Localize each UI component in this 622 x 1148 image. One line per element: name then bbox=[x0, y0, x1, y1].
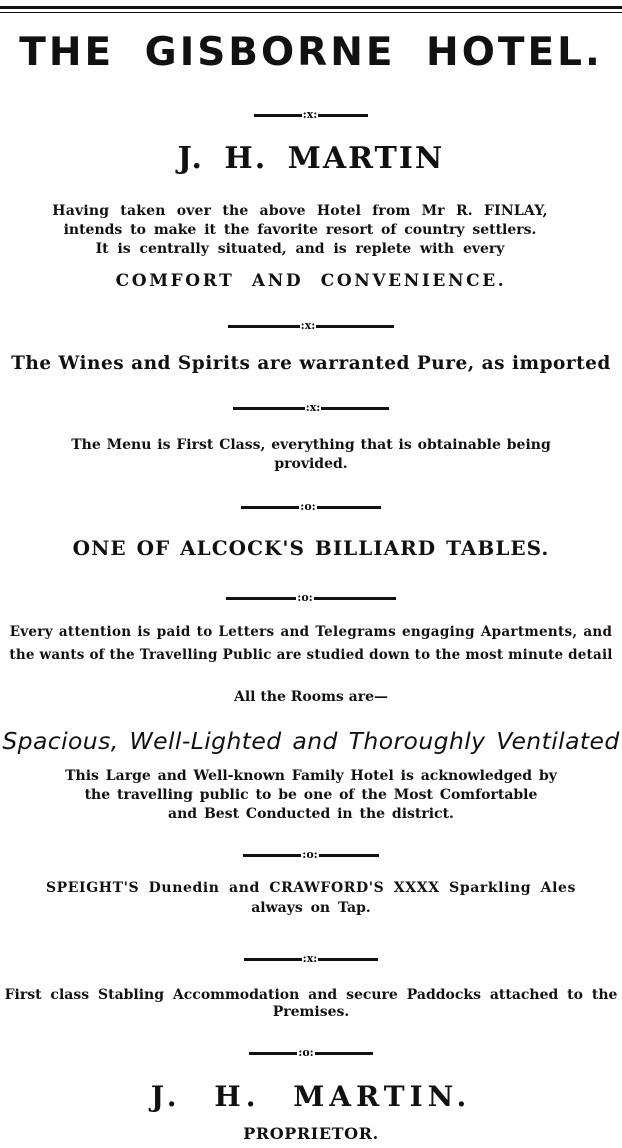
proprietor-name: J. H. MARTIN bbox=[177, 141, 445, 176]
family-hotel-line-2: the travelling public to be one of the Most Comfortable bbox=[84, 787, 538, 803]
wines-notice: The Wines and Spirits are warranted Pure, as imported bbox=[11, 353, 611, 374]
intro-line-1: Having taken over the above Hotel from Mr R. FINLAY, bbox=[52, 203, 548, 219]
ales-line-1: SPEIGHT'S Dunedin and CRAWFORD'S XXXX Sparkling Ales bbox=[45, 880, 577, 896]
comfort-heading: COMFORT AND CONVENIENCE. bbox=[115, 271, 507, 291]
menu-line-1: The Menu is First Class, everything that is obtainable being bbox=[71, 437, 551, 453]
signature-name: J. H. MARTIN. bbox=[150, 1080, 472, 1113]
rooms-description: Spacious, Well-Lighted and Thoroughly Ventilated bbox=[2, 727, 620, 755]
attention-line-2: the wants of the Travelling Public are studied down to the most minute detail bbox=[9, 647, 613, 663]
top-double-rule bbox=[0, 6, 622, 13]
separator: :o: bbox=[0, 592, 622, 604]
rooms-intro: All the Rooms are— bbox=[233, 689, 389, 705]
separator: :o: bbox=[0, 849, 622, 861]
attention-line-1: Every attention is paid to Letters and Telegrams engaging Apartments, and bbox=[9, 624, 613, 640]
separator: :o: bbox=[0, 1047, 622, 1059]
hotel-title: THE GISBORNE HOTEL. bbox=[19, 30, 603, 75]
stabling-line-2: Premises. bbox=[272, 1004, 350, 1020]
family-hotel-line-1: This Large and Well-known Family Hotel is acknowledged by bbox=[65, 768, 557, 784]
separator: :x: bbox=[0, 953, 622, 965]
intro-line-3: It is centrally situated, and is replete with every bbox=[95, 241, 505, 257]
separator: :o: bbox=[0, 501, 622, 513]
family-hotel-line-3: and Best Conducted in the district. bbox=[168, 806, 454, 822]
menu-line-2: provided. bbox=[274, 456, 348, 472]
signature-title: PROPRIETOR. bbox=[243, 1124, 379, 1143]
billiards-heading: ONE OF ALCOCK'S BILLIARD TABLES. bbox=[72, 536, 550, 560]
ales-line-2: always on Tap. bbox=[251, 900, 371, 916]
separator: :x: bbox=[0, 320, 622, 332]
separator: :x: bbox=[0, 109, 622, 121]
separator: :x: bbox=[0, 402, 622, 414]
stabling-line-1: First class Stabling Accommodation and secure Paddocks attached to the bbox=[4, 987, 618, 1003]
intro-line-2: intends to make it the favorite resort of country settlers. bbox=[63, 222, 537, 238]
